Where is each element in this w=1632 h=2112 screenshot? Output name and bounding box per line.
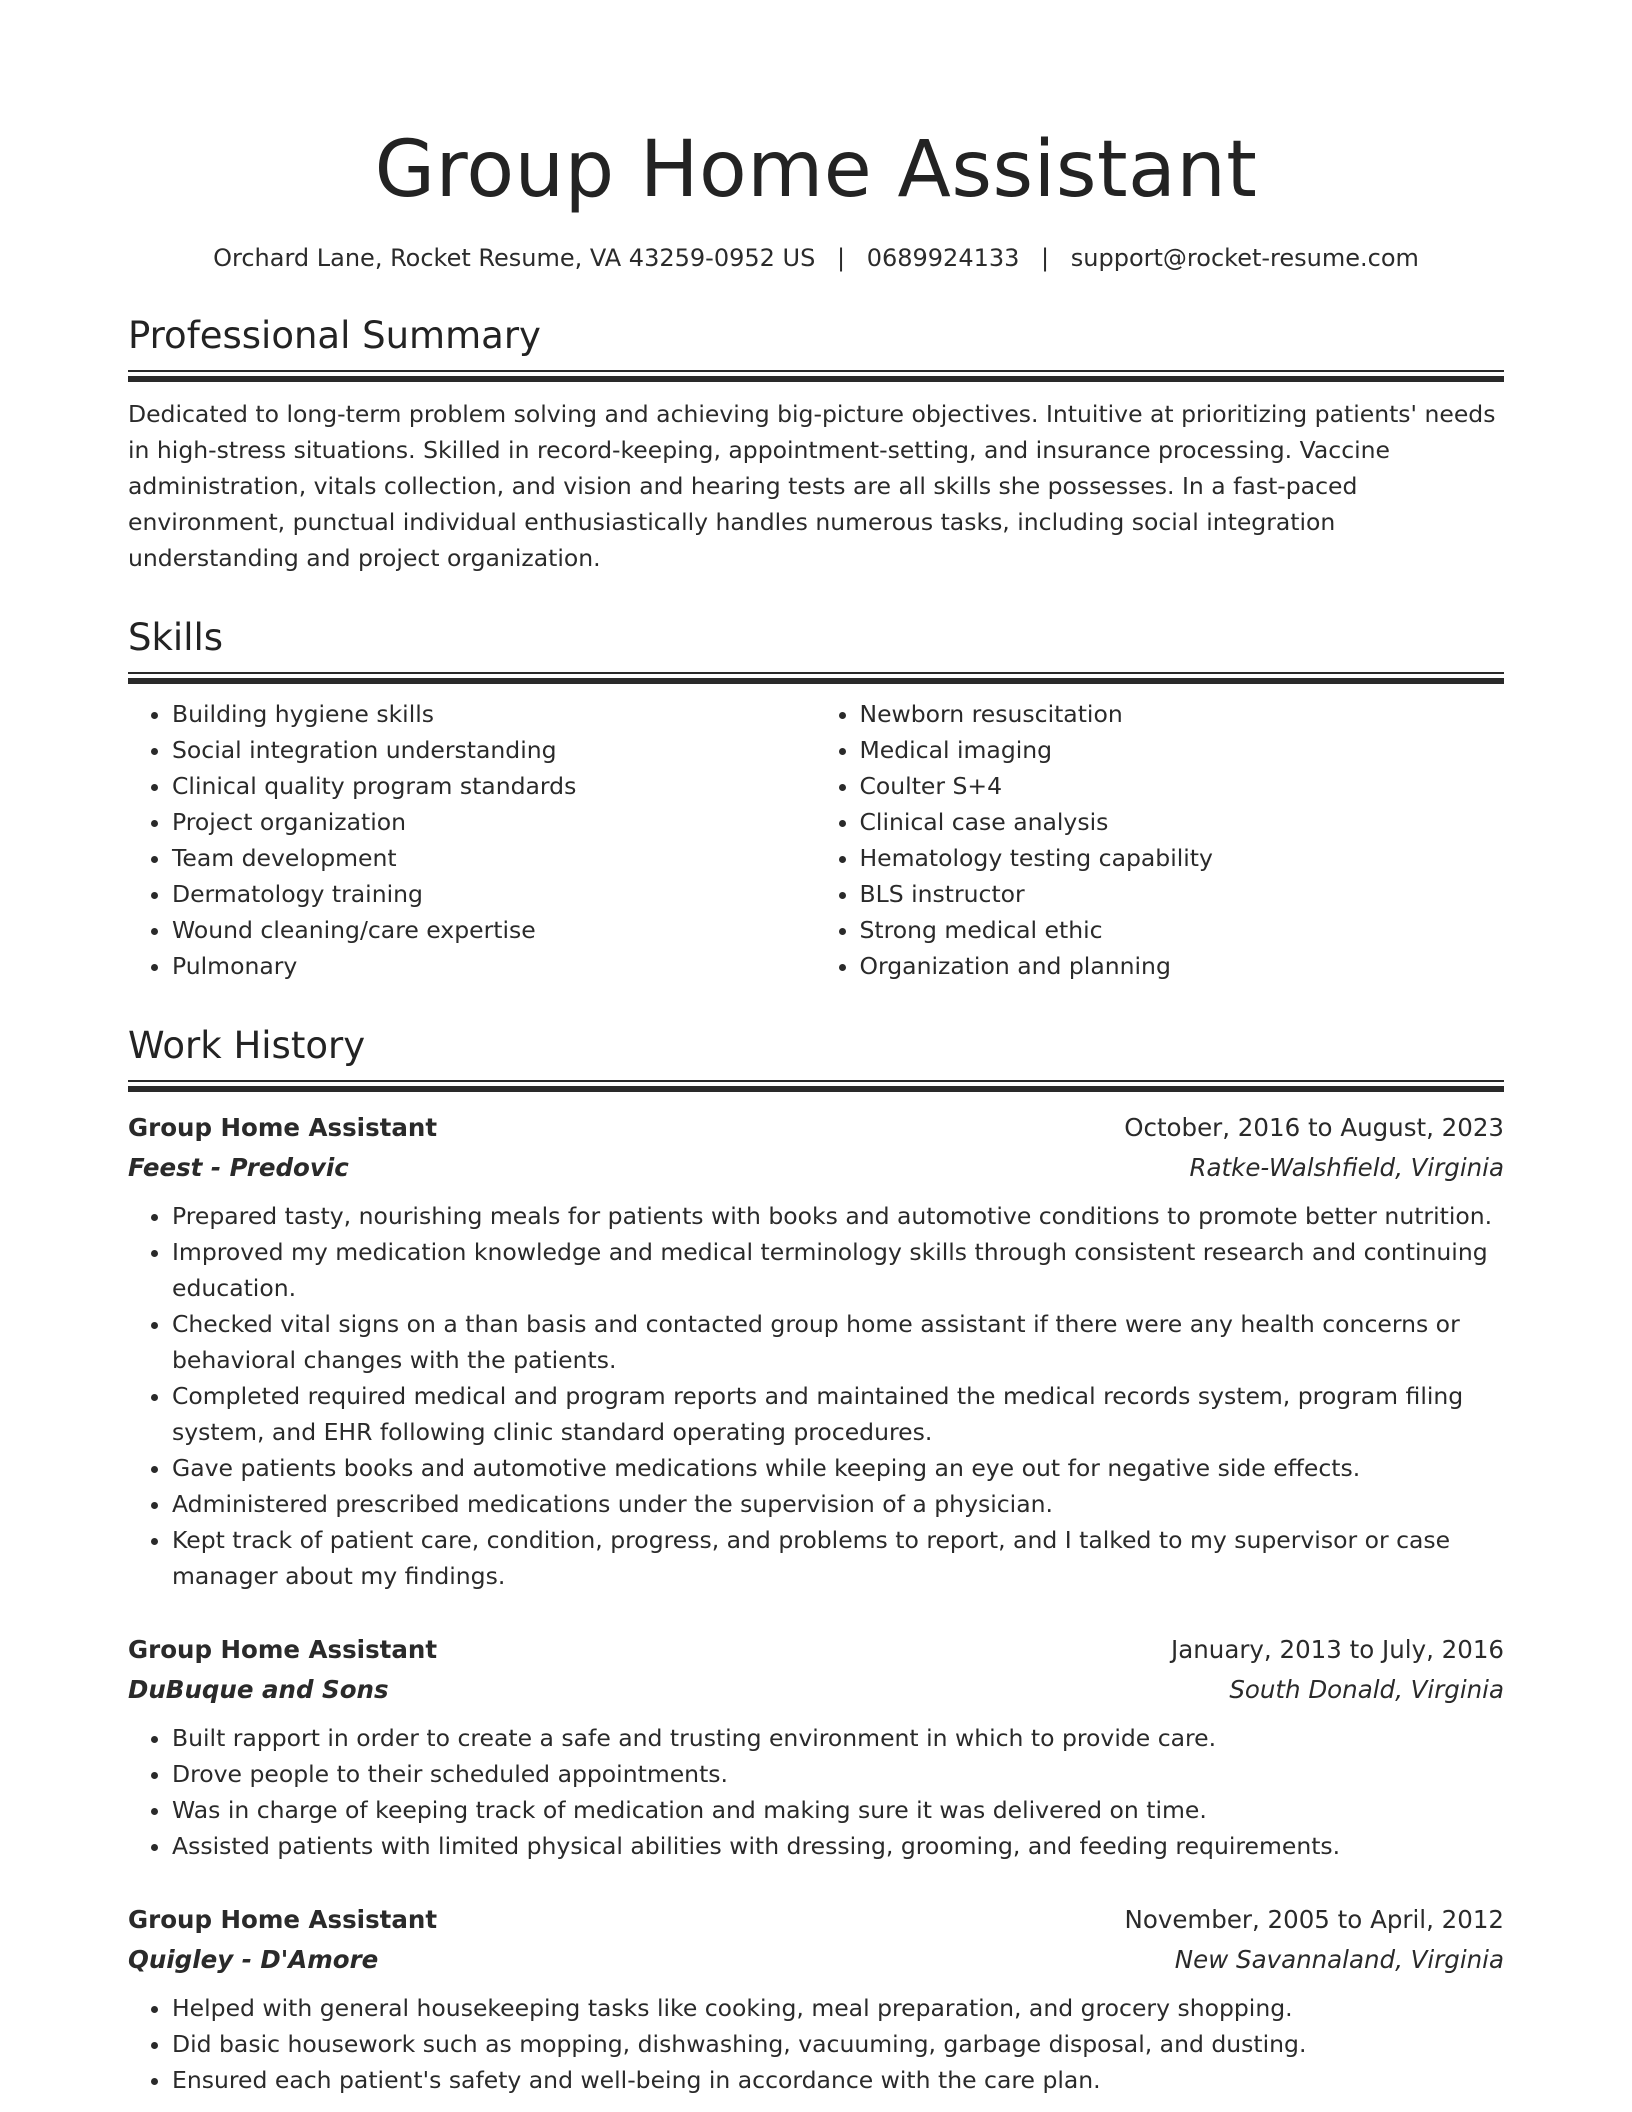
contact-address: Orchard Lane, Rocket Resume, VA 43259-0952 US	[213, 244, 816, 272]
contact-separator: |	[836, 244, 846, 272]
skill-item: • Clinical case analysis	[860, 804, 1505, 840]
job-bullet: • Helped with general housekeeping tasks like cooking, meal preparation, and grocery shopping.	[172, 1990, 1504, 2026]
skill-item: • Building hygiene skills	[172, 696, 817, 732]
job-company: Quigley - D'Amore	[128, 1945, 379, 1974]
skills-list-left	[128, 696, 817, 984]
job-dates: October, 2016 to August, 2023	[1124, 1113, 1504, 1142]
job-bullet: • Checked vital signs on a than basis and contacted group home assistant if there were any health concerns or behavioral changes with the patients.	[172, 1306, 1504, 1378]
skill-item: • Dermatology training	[172, 876, 817, 912]
job-company-row	[128, 1940, 1504, 1980]
job-header-row	[128, 1108, 1504, 1148]
skill-item: • Project organization	[172, 804, 817, 840]
job-dates: January, 2013 to July, 2016	[1171, 1635, 1504, 1664]
skill-item: • Wound cleaning/care expertise	[172, 912, 817, 948]
job-bullet: • Kept track of patient care, condition, progress, and problems to report, and I talked to my supervisor or case manager about my findings.	[172, 1522, 1504, 1594]
contact-email: support@rocket-resume.com	[1070, 244, 1419, 272]
job-title: Group Home Assistant	[128, 1905, 438, 1934]
skills-section	[128, 614, 1504, 984]
job-location: New Savannaland, Virginia	[1174, 1945, 1504, 1974]
job-bullet: • Assisted patients with limited physical abilities with dressing, grooming, and feeding requirements.	[172, 1828, 1504, 1864]
section-divider	[128, 672, 1504, 684]
skill-item: • Team development	[172, 840, 817, 876]
skills-heading: Skills	[128, 616, 224, 659]
job-header-row	[128, 1900, 1504, 1940]
job-bullets	[128, 1198, 1504, 1594]
section-divider	[128, 370, 1504, 382]
skill-item: • BLS instructor	[860, 876, 1505, 912]
job-entry	[128, 1630, 1504, 1864]
job-bullet: • Gave patients books and automotive medications while keeping an eye out for negative side effects.	[172, 1450, 1504, 1486]
skill-item: • Coulter S+4	[860, 768, 1505, 804]
job-bullet: • Improved my medication knowledge and medical terminology skills through consistent research and continuing education.	[172, 1234, 1504, 1306]
job-company-row	[128, 1670, 1504, 1710]
skill-item: • Organization and planning	[860, 948, 1505, 984]
job-entry	[128, 1108, 1504, 1594]
summary-text: Dedicated to long-term problem solving and achieving big-picture objectives. Intuitive at prioritizing patients' needs in high-stress situations. Skilled in record-keeping, appointment-setting, and insurance processing. Vaccine administration, vitals collection, and vision and hearing tests are all skills she possesses. In a fast-paced environment, punctual individual enthusiastically handles numerous tasks, including social integration understanding and project organization.	[128, 400, 1496, 572]
contact-line	[128, 242, 1504, 274]
job-bullet: • Ensured each patient's safety and well-being in accordance with the care plan.	[172, 2062, 1504, 2098]
job-bullet: • Built rapport in order to create a safe and trusting environment in which to provide care.	[172, 1720, 1504, 1756]
job-title: Group Home Assistant	[128, 1635, 438, 1664]
skills-columns	[128, 696, 1504, 984]
skill-item: • Medical imaging	[860, 732, 1505, 768]
job-header-row	[128, 1630, 1504, 1670]
work-history-heading: Work History	[128, 1024, 366, 1067]
skill-item: • Strong medical ethic	[860, 912, 1505, 948]
job-bullet: • Prepared tasty, nourishing meals for patients with books and automotive conditions to promote better nutrition.	[172, 1198, 1504, 1234]
skill-item: • Newborn resuscitation	[860, 696, 1505, 732]
contact-phone: 0689924133	[866, 244, 1020, 272]
job-bullets	[128, 1720, 1504, 1864]
job-bullet: • Drove people to their scheduled appointments.	[172, 1756, 1504, 1792]
job-company: DuBuque and Sons	[128, 1675, 389, 1704]
job-title: Group Home Assistant	[128, 1113, 438, 1142]
job-dates: November, 2005 to April, 2012	[1124, 1905, 1504, 1934]
job-company: Feest - Predovic	[128, 1153, 349, 1182]
skill-item: • Clinical quality program standards	[172, 768, 817, 804]
job-location: South Donald, Virginia	[1229, 1675, 1504, 1704]
job-entry	[128, 1900, 1504, 2098]
work-history-section	[128, 1022, 1504, 2098]
job-bullet: • Completed required medical and program reports and maintained the medical records system, program filing system, and EHR following clinic standard operating procedures.	[172, 1378, 1504, 1450]
job-company-row	[128, 1148, 1504, 1188]
summary-section	[128, 312, 1504, 576]
job-bullets	[128, 1990, 1504, 2098]
job-location: Ratke-Walshfield, Virginia	[1189, 1153, 1504, 1182]
section-divider	[128, 1080, 1504, 1092]
skills-list-right	[817, 696, 1505, 984]
contact-separator: |	[1041, 244, 1050, 272]
job-bullet: • Administered prescribed medications under the supervision of a physician.	[172, 1486, 1504, 1522]
skill-item: • Hematology testing capability	[860, 840, 1505, 876]
skill-item: • Pulmonary	[172, 948, 817, 984]
job-bullet: • Was in charge of keeping track of medication and making sure it was delivered on time.	[172, 1792, 1504, 1828]
resume-name: Group Home Assistant	[374, 125, 1258, 215]
job-bullet: • Did basic housework such as mopping, dishwashing, vacuuming, garbage disposal, and dusting.	[172, 2026, 1504, 2062]
summary-heading: Professional Summary	[128, 314, 541, 357]
skill-item: • Social integration understanding	[172, 732, 817, 768]
